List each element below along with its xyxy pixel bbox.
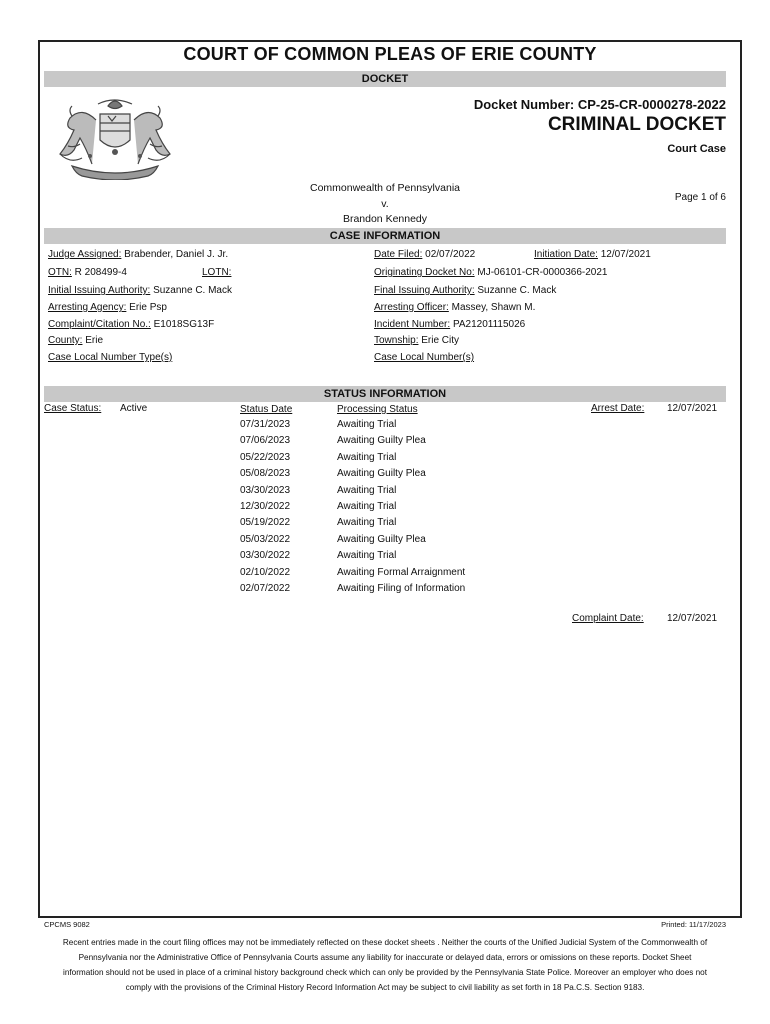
court-title: COURT OF COMMON PLEAS OF ERIE COUNTY [183,44,597,64]
status-row-date: 03/30/2022 [240,550,291,562]
case-kind: Court Case [667,143,726,155]
status-row-date: 02/10/2022 [240,566,291,578]
complaint-citation-no: Complaint/Citation No.: E1018SG13F [48,319,215,330]
case-status-label: Case Status: [44,403,102,414]
status-row-date: 05/19/2022 [240,517,291,529]
status-row-date: 07/31/2023 [240,419,291,430]
status-row-date: 03/30/2023 [240,484,291,496]
complaint-date-value: 12/07/2021 [667,613,718,624]
initial-issuing-authority: Initial Issuing Authority: Suzanne C. Mack [48,285,232,296]
judge-assigned: Judge Assigned: Brabender, Daniel J. Jr. [48,249,229,260]
status-row-date: 05/08/2023 [240,468,291,480]
arresting-agency: Arresting Agency: Erie Psp [48,302,167,313]
complaint-date-label: Complaint Date: [572,613,644,624]
date-filed: Date Filed: 02/07/2022 [374,249,476,260]
printed-date: Printed: 11/17/2023 [661,920,726,929]
status-row-date: 05/03/2022 [240,533,291,545]
status-row-date: 05/22/2023 [240,451,291,463]
initiation-date: Initiation Date: 12/07/2021 [534,249,651,260]
page-indicator: Page 1 of 6 [674,192,726,203]
docket-number: Docket Number: CP-25-CR-0000278-2022 [473,97,726,112]
status-row-status: Awaiting Guilty Plea [337,468,426,480]
case-local-number-type: Case Local Number Type(s) [48,352,173,363]
township: Township: Erie City [374,335,460,346]
status-date-list [240,417,290,597]
form-code: CPCMS 9082 [44,920,90,929]
plaintiff-name: Commonwealth of Pennsylvania [310,182,460,194]
arrest-date-value: 12/07/2021 [667,403,718,414]
docket-band: DOCKET [44,71,726,87]
county: County: Erie [48,335,104,346]
status-row-status: Awaiting Trial [337,484,397,496]
pennsylvania-seal-icon [50,94,180,180]
lotn: LOTN: [202,267,232,278]
status-row-status: Awaiting Trial [337,419,397,430]
arresting-officer: Arresting Officer: Massey, Shawn M. [374,302,536,313]
status-row-status: Awaiting Trial [337,501,397,513]
disclaimer-text: Recent entries made in the court filing offices may not be immediately reflected on these docket sheets . Neither the courts of the Unified Judicial System of the Commonwealth of Pennsylvania nor the Administrative Office of Pennsylvania Courts assume any liability for inaccurate or delayed data, errors or omissions on these reports. Docket Sheet information should not be used in place of a criminal history background check which can only be provided by the Pennsylvania State Police. Moreover an employer who does not comply with the provisions of the Criminal History Record Information Act may be subject to civil liability as set forth in 18 Pa.C.S. Section 9183. [62,938,708,992]
status-row-status: Awaiting Formal Arraignment [337,566,466,578]
processing-status-list [337,417,465,597]
status-row-date: 02/07/2022 [240,583,291,595]
docket-type: CRIMINAL DOCKET [547,114,726,135]
status-row-date: 07/06/2023 [240,435,291,447]
status-row-status: Awaiting Filing of Information [337,583,466,595]
case-status-value: Active [120,403,148,414]
originating-docket-no: Originating Docket No: MJ-06101-CR-0000366-2021 [374,267,608,278]
status-row-status: Awaiting Trial [337,517,397,529]
case-information-band: CASE INFORMATION [44,228,726,244]
status-row-status: Awaiting Guilty Plea [337,435,426,447]
arrest-date-label: Arrest Date: [591,403,645,414]
incident-number: Incident Number: PA21201115026 [374,319,526,330]
status-row-status: Awaiting Trial [337,550,397,562]
defendant-name: Brandon Kennedy [342,213,428,225]
final-issuing-authority: Final Issuing Authority: Suzanne C. Mack [374,285,557,296]
versus-text: v. [381,198,389,210]
status-row-status: Awaiting Trial [337,451,397,463]
status-date-header: Status Date [240,404,293,415]
otn: OTN: R 208499-4 [48,267,127,278]
status-row-status: Awaiting Guilty Plea [337,533,426,545]
case-local-numbers: Case Local Number(s) [374,352,475,363]
status-row-date: 12/30/2022 [240,501,291,513]
processing-status-header: Processing Status [337,404,418,415]
status-information-band: STATUS INFORMATION [44,386,726,402]
